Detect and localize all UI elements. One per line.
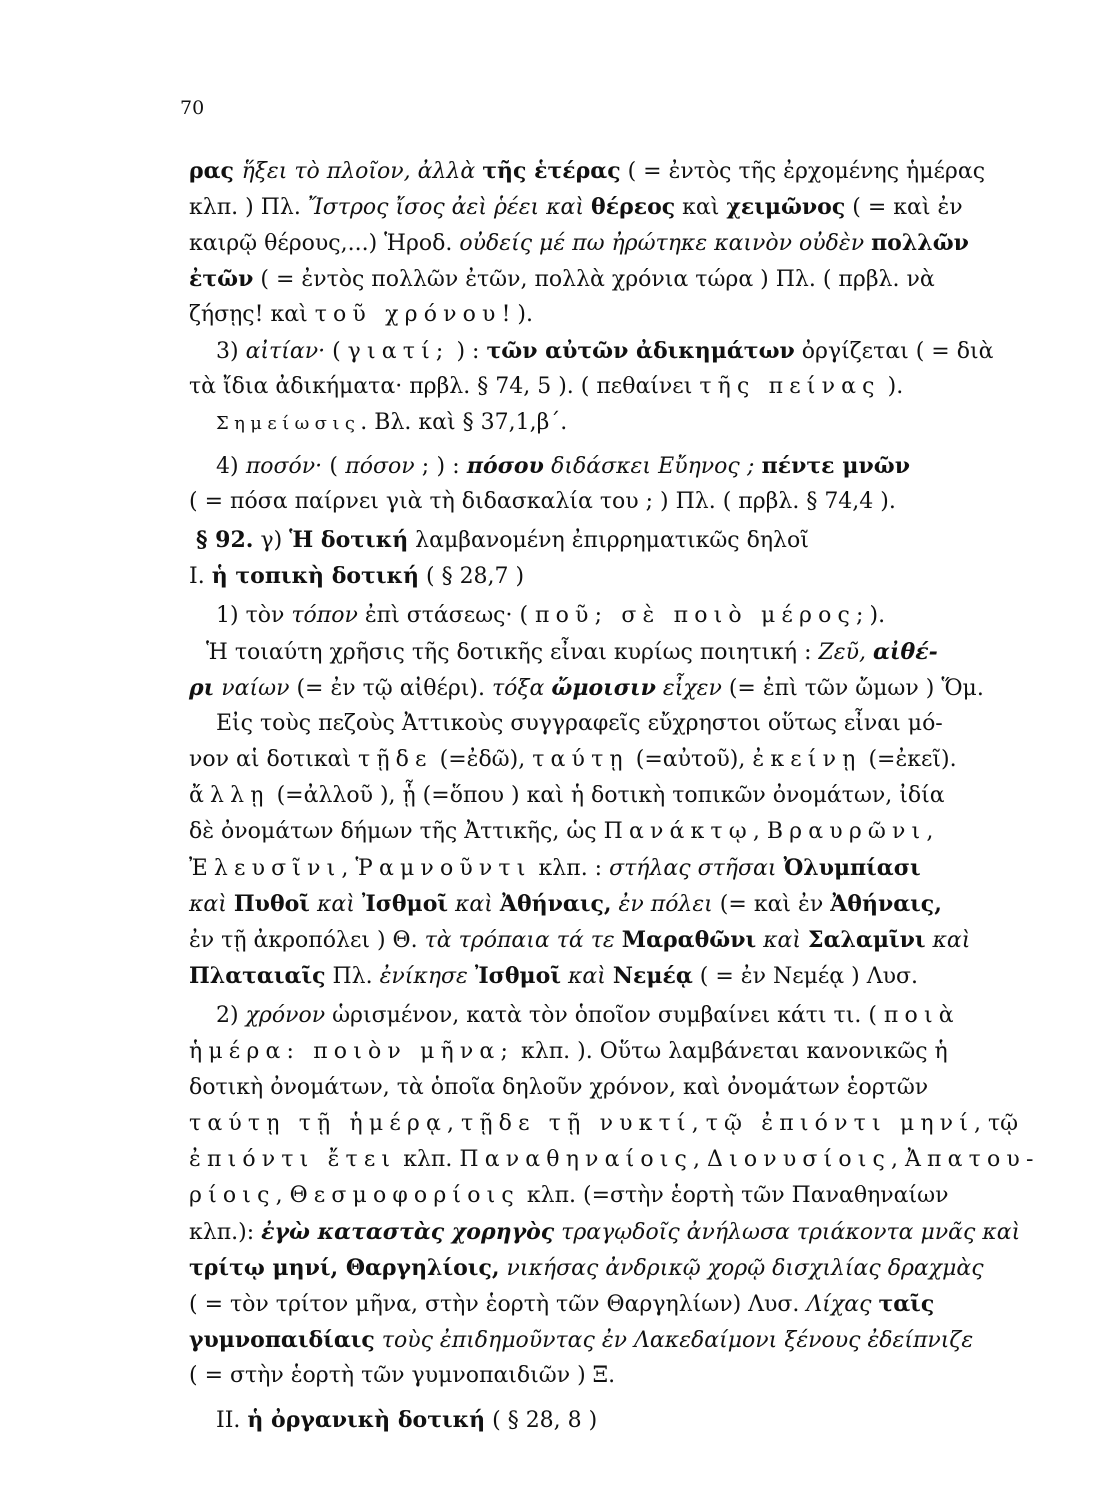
text-line bbox=[189, 1252, 984, 1285]
text-line bbox=[189, 960, 918, 993]
text-run: ἐπιόντι ἔτει bbox=[189, 1147, 397, 1172]
text-run: κλπ. bbox=[396, 1147, 460, 1172]
text-run: Ἐλευσῖνι bbox=[189, 856, 342, 881]
text-run: εἶχεν bbox=[655, 676, 722, 701]
text-run: ἥξει τὸ πλοῖον, ἀλλὰ bbox=[241, 159, 483, 184]
text-run: τῇδε τῇ νυκτί bbox=[461, 1111, 692, 1136]
text-run: ἄλλῃ bbox=[189, 783, 270, 808]
text-line-content bbox=[189, 672, 984, 705]
text-run: ἐκείνῃ bbox=[752, 747, 862, 772]
text-run: ( = στὴν ἑορτὴ τῶν γυμνοπαιδιῶν ) Ξ. bbox=[189, 1363, 616, 1388]
text-run: ταύτῃ bbox=[532, 747, 629, 772]
text-run: (=ἐκεῖ). bbox=[861, 747, 957, 772]
text-line bbox=[189, 263, 935, 296]
text-run: καὶ bbox=[309, 892, 362, 917]
text-run: νικήσας ἀνδρικῷ χορῷ δισχιλίας δραχμὰς bbox=[499, 1256, 984, 1281]
text-line bbox=[189, 191, 963, 224]
text-line bbox=[189, 371, 903, 403]
text-run: τόπον bbox=[291, 603, 358, 628]
text-run: ! ). bbox=[501, 302, 533, 327]
text-run: κλπ. ) Πλ. bbox=[189, 195, 308, 220]
text-run: (=ἀλλοῦ ), ᾗ (=ὅπου ) καὶ ἡ δοτικὴ τοπικῶν ὀνομάτων, ἰδία bbox=[269, 783, 945, 808]
text-run: ἐτῶν bbox=[189, 266, 254, 292]
text-line-content bbox=[189, 1216, 1021, 1249]
text-run: ( = ἐντὸς πολλῶν ἐτῶν, πολλὰ χρόνια τώρα ) Πλ. ( πρβλ. νὰ bbox=[253, 267, 935, 292]
text-run: (= ἐν τῷ αἰθέρι). bbox=[289, 676, 492, 701]
text-line bbox=[189, 852, 921, 885]
text-line-content bbox=[189, 155, 986, 188]
text-run: § 92. bbox=[196, 527, 254, 553]
text-run: ἐπὶ στάσεως· ( bbox=[357, 603, 536, 628]
text-run: Νεμέᾳ bbox=[612, 963, 693, 989]
text-run: (=αὐτοῦ), bbox=[628, 747, 753, 772]
text-line-content bbox=[189, 744, 957, 776]
text-run: , bbox=[691, 1111, 706, 1136]
text-run: λαμβανομένη ἐπιρρηματικῶς δηλοῖ bbox=[408, 528, 809, 553]
text-run: Θεσμοφορίοις bbox=[289, 1183, 520, 1208]
text-line bbox=[216, 335, 994, 368]
text-run: , bbox=[693, 1147, 708, 1172]
text-run: δὲ ὀνομάτων δήμων τῆς Ἀττικῆς, ὡς bbox=[189, 819, 604, 844]
text-line bbox=[189, 1180, 949, 1212]
text-run: ( = ἐντὸς τῆς ἐρχομένης ἡμέρας bbox=[620, 159, 986, 184]
text-line bbox=[189, 744, 957, 776]
text-line bbox=[189, 672, 984, 705]
text-line bbox=[189, 1216, 1021, 1249]
text-line-content bbox=[206, 636, 938, 669]
text-run: ἐν τῇ ἀκροπόλει ) Θ. bbox=[189, 928, 425, 953]
text-run: γιατί; bbox=[347, 339, 450, 364]
text-run: (= καὶ ἐν bbox=[712, 892, 831, 917]
text-run: ναίων bbox=[214, 676, 290, 701]
text-run: Ἀθήναις, bbox=[830, 891, 942, 917]
text-run: ἐγὼ καταστὰς χορηγὸς bbox=[261, 1219, 555, 1245]
text-run: ( = ἐν Νεμέᾳ ) Λυσ. bbox=[692, 964, 918, 989]
text-run: ). bbox=[880, 374, 904, 399]
text-line bbox=[189, 560, 524, 593]
text-run: , bbox=[926, 819, 934, 844]
text-run: ἐν πόλει bbox=[611, 892, 713, 917]
text-run: , bbox=[891, 1147, 905, 1172]
text-line bbox=[216, 407, 567, 440]
text-run: τόξα bbox=[492, 676, 552, 701]
text-run: Λίχας bbox=[806, 1292, 879, 1317]
text-run: τῇδε bbox=[357, 747, 433, 772]
text-line-content bbox=[216, 450, 910, 483]
text-run: Ἀθήναις, bbox=[499, 891, 612, 917]
text-run: θέρεος bbox=[591, 194, 676, 220]
text-run: ; ) : bbox=[414, 454, 467, 479]
text-run: ὤμοισιν bbox=[551, 675, 656, 701]
text-run: , bbox=[752, 819, 767, 844]
text-line-content bbox=[189, 1180, 949, 1212]
text-line bbox=[189, 155, 986, 188]
text-line-content bbox=[189, 1252, 984, 1285]
text-line-content bbox=[189, 1108, 1019, 1140]
text-line-content bbox=[189, 299, 533, 331]
text-run: ρι bbox=[189, 675, 215, 701]
text-run: ζήσῃς! καὶ bbox=[189, 302, 315, 327]
text-line-content bbox=[216, 335, 994, 368]
text-run: πέντε μνῶν bbox=[761, 453, 911, 479]
text-run: τῆς πείνας bbox=[699, 374, 881, 399]
text-run: ρας bbox=[189, 158, 242, 184]
text-line-content bbox=[189, 1288, 935, 1321]
text-line-content bbox=[189, 960, 918, 993]
text-run: , τῷ bbox=[974, 1111, 1019, 1136]
text-run: , bbox=[447, 1111, 461, 1136]
page-number: 70 bbox=[180, 97, 205, 119]
text-line bbox=[189, 227, 969, 260]
text-run: καὶ bbox=[925, 928, 971, 953]
text-line-content bbox=[216, 1000, 960, 1032]
text-run: ὡρισμένον, κατὰ τὸν ὁποῖον συμβαίνει κάτι τι. ( bbox=[325, 1003, 884, 1028]
text-run: καὶ bbox=[756, 928, 809, 953]
text-line-content bbox=[189, 1072, 929, 1104]
text-line bbox=[189, 486, 896, 518]
text-run: τῆς ἑτέρας bbox=[482, 158, 621, 184]
text-run: ). bbox=[869, 603, 886, 628]
text-run: χειμῶνος bbox=[726, 194, 846, 220]
text-run: καὶ bbox=[448, 892, 500, 917]
text-line bbox=[189, 1324, 974, 1357]
text-line bbox=[189, 816, 934, 848]
text-run: Ῥαμνοῦντι bbox=[355, 856, 532, 881]
text-run: Ἡ δοτική bbox=[289, 527, 409, 553]
text-run: Εἰς τοὺς πεζοὺς Ἀττικοὺς συγγραφεῖς εὔχρηστοι οὕτως εἶναι μό- bbox=[216, 711, 943, 736]
text-run: Βραυρῶνι bbox=[766, 819, 927, 844]
text-run: Σαλαμῖνι bbox=[808, 927, 926, 953]
text-line bbox=[189, 1288, 935, 1321]
text-run: τῷ ἐπιόντι μηνί bbox=[705, 1111, 975, 1136]
text-line-content bbox=[189, 816, 934, 848]
text-run: 2) bbox=[216, 1003, 246, 1028]
text-run: Ἴστρος ἴσος ἀεὶ ῥέει καὶ bbox=[307, 195, 592, 220]
text-line bbox=[189, 1360, 615, 1392]
text-run: ( § 28,7 ) bbox=[419, 564, 525, 589]
text-run: καὶ bbox=[675, 195, 727, 220]
text-run: ποῦ; σὲ ποιὸ μέρος; bbox=[535, 603, 870, 628]
text-line bbox=[216, 450, 910, 483]
text-line bbox=[196, 524, 809, 557]
text-line bbox=[189, 780, 945, 812]
text-run: τοὺς ἐπιδημοῦντας ἐν Λακεδαίμονι ξένους ἐδείπνιζε bbox=[374, 1328, 974, 1353]
text-line-content bbox=[189, 263, 935, 296]
text-run: τῶν αὐτῶν ἀδικημάτων bbox=[486, 338, 795, 364]
text-line bbox=[189, 924, 971, 957]
text-line-content bbox=[189, 486, 896, 518]
text-run: νον αἱ δοτικαὶ bbox=[189, 747, 358, 772]
text-line bbox=[189, 1108, 1019, 1140]
text-run: Διονυσίοις bbox=[707, 1147, 891, 1172]
text-run: Μαραθῶνι bbox=[621, 927, 757, 953]
text-run: οὐδείς μέ πω ἠρώτηκε καινὸν οὐδὲν bbox=[459, 231, 872, 256]
text-run: στήλας στῆσαι bbox=[609, 856, 784, 881]
text-line-content bbox=[189, 371, 903, 403]
text-run: ὀργίζεται ( = διὰ bbox=[794, 339, 994, 364]
text-run: πολλῶν bbox=[871, 230, 969, 256]
text-line bbox=[189, 299, 533, 331]
text-run: κλπ. (=στὴν ἑορτὴ τῶν Παναθηναίων bbox=[519, 1183, 949, 1208]
text-line-content bbox=[189, 888, 942, 921]
text-line bbox=[189, 1036, 948, 1068]
text-run: Σημείωσις bbox=[216, 413, 361, 434]
text-run: Πανάκτῳ bbox=[603, 819, 753, 844]
text-run: κλπ. ). Οὕτω λαμβάνεται κανονικῶς ἡ bbox=[514, 1039, 948, 1064]
text-run: Ἡ τοιαύτη χρῆσις τῆς δοτικῆς εἶναι κυρίως ποιητική : bbox=[206, 640, 819, 665]
text-run: ( = τὸν τρίτον μῆνα, στὴν ἑορτὴ τῶν Θαργηλίων) Λυσ. bbox=[189, 1292, 807, 1317]
text-run: διδάσκει Εὔηνος ; bbox=[543, 454, 762, 479]
text-run: καὶ bbox=[560, 964, 613, 989]
text-run: 3) bbox=[216, 339, 246, 364]
text-run: ( § 28, 8 ) bbox=[485, 1408, 598, 1433]
text-run: ) : bbox=[449, 339, 487, 364]
text-run: Παναθηναίοις bbox=[459, 1147, 694, 1172]
text-run: πόσου bbox=[466, 453, 544, 479]
text-run: ποσόν· bbox=[245, 454, 323, 479]
text-run: Ι. bbox=[189, 564, 212, 589]
text-run: γ) bbox=[253, 528, 290, 553]
text-line-content bbox=[189, 191, 963, 224]
text-line bbox=[206, 636, 938, 669]
text-run: πόσον bbox=[345, 454, 415, 479]
text-run: τὰ τρόπαια τά τε bbox=[424, 928, 622, 953]
text-run: καὶ bbox=[189, 892, 234, 917]
text-line-content bbox=[216, 600, 885, 632]
text-line-content bbox=[189, 227, 969, 260]
text-run: 4) bbox=[216, 454, 246, 479]
text-line-content bbox=[189, 1036, 948, 1068]
text-run: 1) τὸν bbox=[216, 603, 292, 628]
text-run: ρίοις bbox=[189, 1183, 276, 1208]
text-line-content bbox=[189, 1324, 974, 1357]
text-run: ( bbox=[322, 454, 346, 479]
text-run: ἡ τοπικὴ δοτική bbox=[211, 563, 419, 589]
text-run: Ἀπατου- bbox=[905, 1147, 1040, 1172]
text-run: ἡμέρα: ποιὸν μῆνα; bbox=[189, 1039, 515, 1064]
text-run: τὰ ἴδια ἀδικήματα· πρβλ. § 74, 5 ). ( πεθαίνει bbox=[189, 374, 700, 399]
text-run: Πυθοῖ bbox=[233, 891, 310, 917]
text-run: Πλαταιαῖς bbox=[189, 963, 326, 989]
text-line-content bbox=[216, 407, 567, 440]
text-line-content bbox=[216, 708, 943, 740]
text-run: ΙΙ. bbox=[216, 1408, 248, 1433]
text-line-content bbox=[216, 1404, 597, 1437]
text-run: αἰτίαν· bbox=[245, 339, 326, 364]
text-run: ταύτῃ τῇ ἡμέρᾳ bbox=[189, 1111, 447, 1136]
text-line bbox=[216, 600, 885, 632]
text-line bbox=[189, 1072, 929, 1104]
text-run: ἐνίκησε bbox=[379, 964, 475, 989]
text-line-content bbox=[189, 560, 524, 593]
text-line bbox=[216, 1000, 960, 1032]
text-line-content bbox=[189, 1360, 615, 1392]
text-run: Ζεῦ, bbox=[818, 640, 873, 665]
text-run: γυμνοπαιδίαις bbox=[189, 1327, 375, 1353]
text-line-content bbox=[189, 780, 945, 812]
text-run: χρόνον bbox=[245, 1003, 326, 1028]
text-run: ( bbox=[325, 339, 348, 364]
text-line-content bbox=[189, 924, 971, 957]
text-run: . Βλ. καὶ § 37,1,β΄. bbox=[360, 410, 568, 435]
text-line bbox=[189, 1144, 1040, 1176]
text-line bbox=[216, 708, 943, 740]
text-run: τρίτῳ μηνί, Θαργηλίοις, bbox=[189, 1255, 500, 1281]
text-run: ἡ ὀργανικὴ δοτική bbox=[247, 1407, 486, 1433]
text-run: καιρῷ θέρους,...) Ἡροδ. bbox=[189, 231, 460, 256]
text-run: Πλ. bbox=[325, 964, 380, 989]
text-run: αἰθέ- bbox=[872, 639, 938, 665]
text-line-content bbox=[196, 524, 809, 557]
text-line bbox=[216, 1404, 597, 1437]
text-run: (=ἐδῶ), bbox=[432, 747, 533, 772]
text-line-content bbox=[189, 1144, 1040, 1176]
text-line bbox=[189, 888, 942, 921]
text-run: , bbox=[275, 1183, 290, 1208]
text-run: ποιὰ bbox=[883, 1003, 960, 1028]
text-run: ( = καὶ ἐν bbox=[845, 195, 963, 220]
text-run: κλπ. : bbox=[531, 856, 610, 881]
text-run: κλπ.): bbox=[189, 1220, 262, 1245]
text-line-content bbox=[189, 852, 921, 885]
text-run: τραγῳδοῖς ἀνήλωσα τριάκοντα μνᾶς καὶ bbox=[554, 1220, 1021, 1245]
text-run: , bbox=[341, 856, 356, 881]
text-run: Ἰσθμοῖ bbox=[474, 963, 561, 989]
text-run: τοῦ χρόνου bbox=[314, 302, 502, 327]
text-run: δοτικὴ ὀνομάτων, τὰ ὁποῖα δηλοῦν χρόνον, καὶ ὀνομάτων ἑορτῶν bbox=[189, 1075, 929, 1100]
text-run: Ἰσθμοῖ bbox=[361, 891, 449, 917]
text-run: Ὀλυμπίασι bbox=[783, 855, 921, 881]
text-run: ( = πόσα παίρνει γιὰ τὴ διδασκαλία του ; ) Πλ. ( πρβλ. § 74,4 ). bbox=[189, 489, 896, 514]
text-run: (= ἐπὶ τῶν ὤμων ) Ὅμ. bbox=[721, 676, 984, 701]
text-run: ταῖς bbox=[878, 1291, 935, 1317]
